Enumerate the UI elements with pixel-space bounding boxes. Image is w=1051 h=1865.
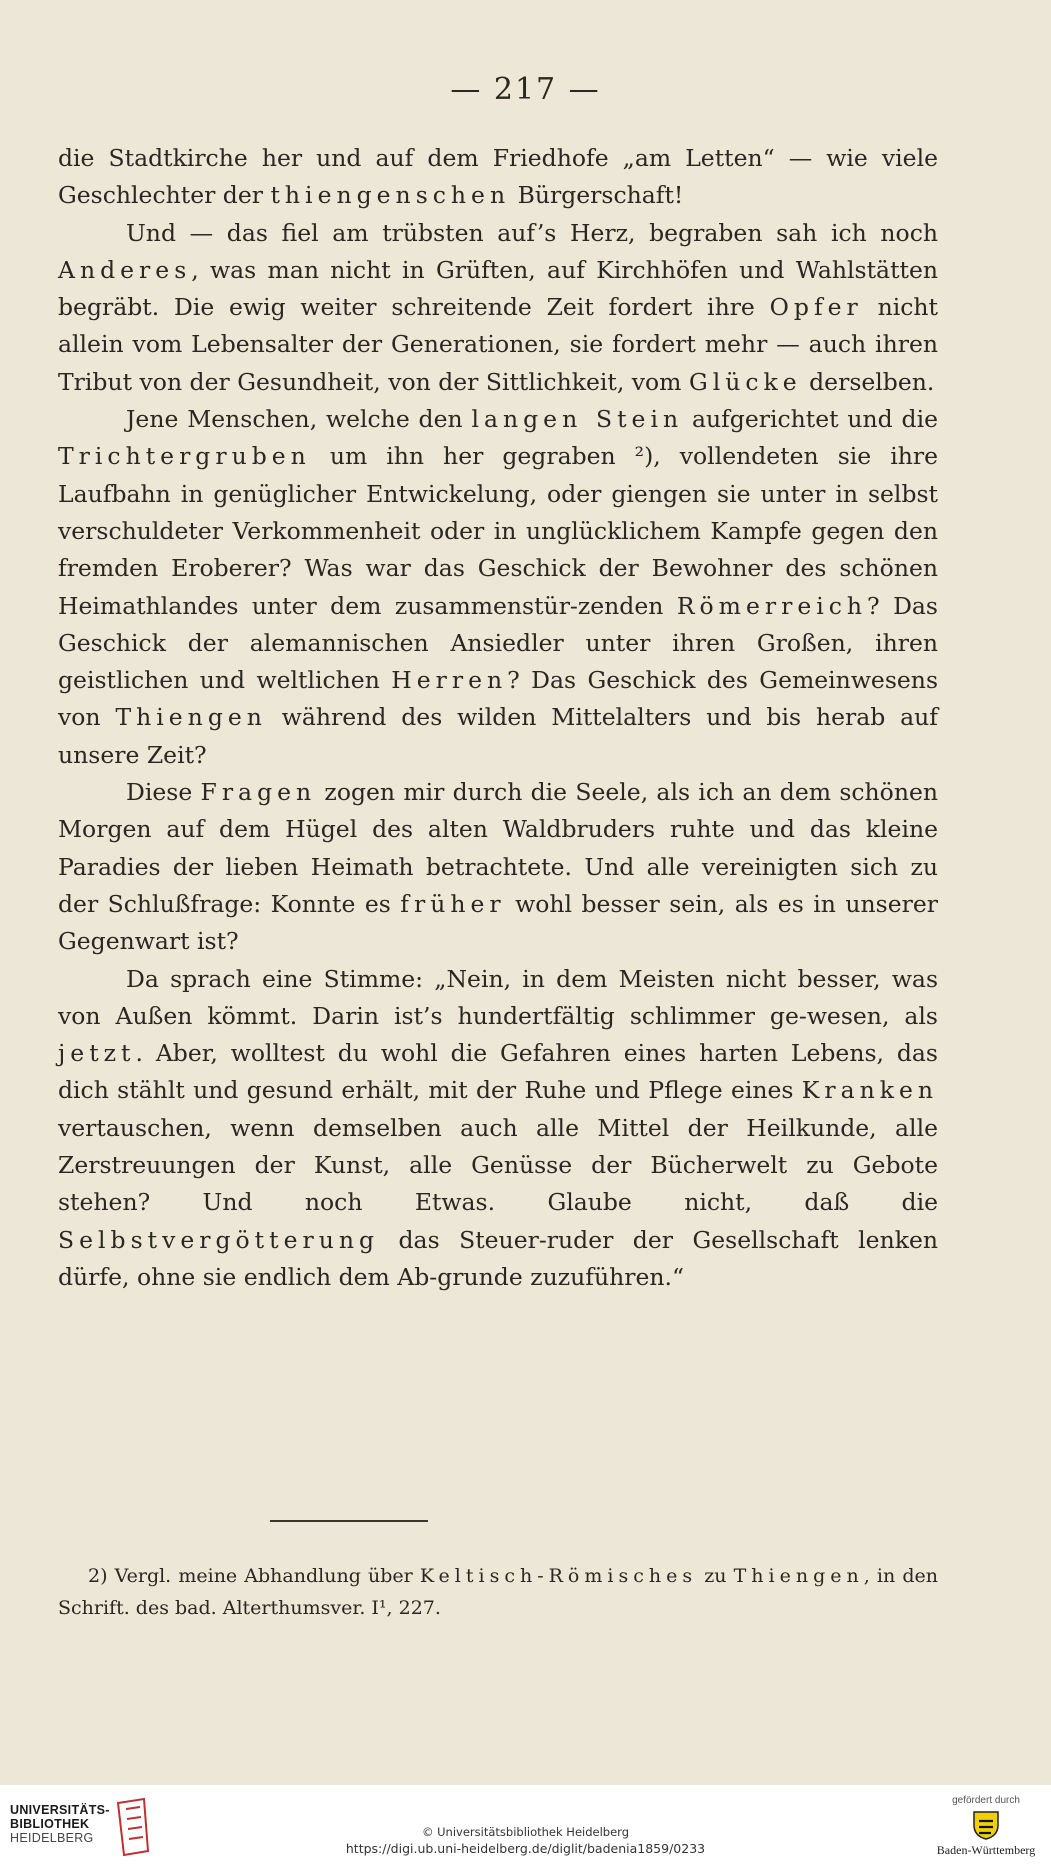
- paragraph-2: [58, 215, 938, 401]
- text-run: Jene Menschen, welche den: [126, 405, 472, 434]
- library-name-line-3: HEIDELBERG: [10, 1831, 94, 1845]
- text-run: ? Das Geschick der alemannischen Ansiedler unter ihren Großen, ihren geistlichen und weltlichen: [58, 591, 938, 695]
- spaced-word: Keltisch-Römisches: [419, 1565, 698, 1587]
- spaced-word: Herren: [391, 666, 508, 695]
- library-name-line-1: UNIVERSITÄTS-: [10, 1803, 110, 1817]
- coat-of-arms-icon: [971, 1809, 1001, 1841]
- text-run: die Stadtkirche her und auf dem Friedhofe „am Letten“ — wie viele Geschlechter der: [58, 144, 938, 210]
- text-run: wohl besser sein, als es in unserer Gegenwart ist?: [58, 889, 938, 956]
- spaced-word: Anderes: [58, 255, 192, 284]
- copyright-notice: © Universitätsbibliothek Heidelberg: [421, 1825, 629, 1839]
- spaced-word: Thiengen: [115, 703, 267, 732]
- text-run: Diese: [126, 778, 201, 807]
- spaced-word: Opfer: [769, 293, 863, 322]
- spaced-word: jetzt: [58, 1039, 136, 1068]
- text-run: aufgerichtet und die: [683, 405, 938, 434]
- text-run: , was man nicht in Grüften, auf Kirchhöfen und Wahlstätten begräbt. Die ewig weiter schreitende Zeit fordert ihre: [58, 255, 938, 322]
- body-text: [58, 140, 938, 1296]
- text-run: ? Das Geschick des Gemeinwesens von: [58, 666, 938, 732]
- text-run: während des wilden Mittelalters und bis herab auf unsere Zeit?: [58, 703, 938, 769]
- paragraph-3: [58, 401, 938, 774]
- page-number: — 217 —: [450, 72, 601, 107]
- permalink-url[interactable]: https://digi.ub.uni-heidelberg.de/diglit/badenia1859/0233: [345, 1841, 706, 1856]
- text-run: 2) Vergl. meine Abhandlung über: [88, 1565, 420, 1587]
- text-run: zogen mir durch die Seele, als ich an dem schönen Morgen auf dem Hügel des alten Waldbruders ruhte und das kleine Paradies der lieben Heimath betrachtete. Und alle vereinigten sich zu der Schlußfrage: Konnte es: [58, 778, 938, 918]
- text-run: um ihn her gegraben ²), vollendeten sie ihre Laufbahn in genüglicher Entwickelung, oder giengen sie unter in selbst verschuldeter Verkommenheit oder in unglücklichem Kampfe gegen den fremden Eroberer? Was war das Geschick der Bewohner des schönen Heimathlandes unter dem zusammenstür-zenden: [58, 442, 938, 620]
- text-run: nicht allein vom Lebensalter der Generationen, sie fordert mehr — auch ihren Tribut von der Gesundheit, von der Sittlichkeit, vom: [58, 293, 938, 396]
- spaced-word: Fragen: [200, 778, 317, 807]
- spaced-word: Trichtergruben: [58, 442, 311, 471]
- spaced-word: langen Stein: [471, 405, 684, 434]
- text-run: , in den Schrift. des bad. Alterthumsver. I¹, 227.: [58, 1565, 938, 1619]
- spaced-word: Glücke: [688, 367, 802, 396]
- spaced-word: Römerreich: [676, 591, 868, 620]
- spaced-word: Selbstvergötterung: [58, 1225, 380, 1254]
- spaced-word: früher: [400, 889, 506, 918]
- paragraph-1: [58, 140, 938, 215]
- text-run: Da sprach eine Stimme: „Nein, in dem Meisten nicht besser, was von Außen kömmt. Darin ist’s hundertfältig schlimmer ge-wesen, als: [58, 964, 938, 1030]
- text-run: derselben.: [801, 367, 935, 396]
- spaced-word: Thiengen: [733, 1565, 864, 1587]
- text-run: vertauschen, wenn demselben auch alle Mittel der Heilkunde, alle Zerstreuungen der Kunst, alle Genüsse der Bücherwelt zu Gebote stehen? Und noch Etwas. Glaube nicht, daß die: [58, 1113, 938, 1217]
- spaced-word: Kranken: [801, 1076, 938, 1105]
- paragraph-5: [58, 961, 938, 1297]
- text-run: zu: [697, 1565, 734, 1587]
- library-name-line-2: BIBLIOTHEK: [10, 1817, 90, 1831]
- paragraph-4: [58, 774, 938, 960]
- footnote-divider: [270, 1520, 428, 1522]
- sponsor-logo[interactable]: [931, 1795, 1041, 1860]
- text-run: Und — das fiel am trübsten auf’s Herz, begraben sah ich noch: [126, 218, 938, 247]
- viewer-footer: [0, 1785, 1051, 1865]
- text-run: . Aber, wolltest du wohl die Gefahren eines harten Lebens, das dich stählt und gesund erhält, mit der Ruhe und Pflege eines: [58, 1039, 938, 1105]
- sponsor-label: gefördert durch: [952, 1795, 1020, 1806]
- text-run: das Steuer-ruder der Gesellschaft lenken dürfe, ohne sie endlich dem Ab-grunde zuzuführen.“: [58, 1225, 938, 1291]
- text-run: Bürgerschaft!: [510, 181, 684, 210]
- spaced-word: thiengenschen: [270, 181, 511, 210]
- sponsor-name: Baden-Württemberg: [936, 1843, 1036, 1857]
- footnote: [58, 1560, 938, 1624]
